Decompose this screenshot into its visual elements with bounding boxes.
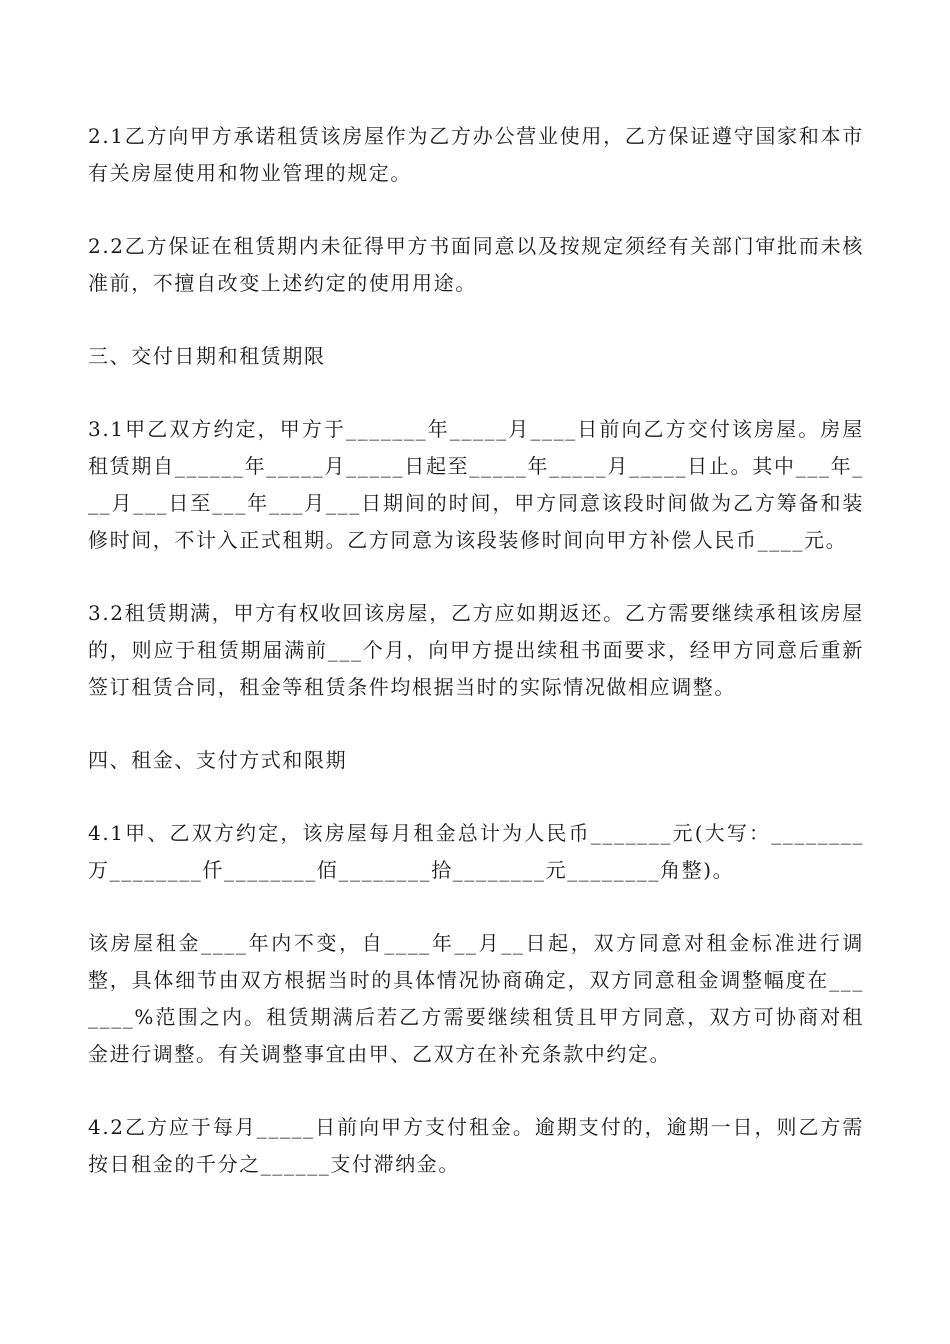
section-heading-4: 四、租金、支付方式和限期 [88,748,348,772]
spacer [88,192,864,228]
clause-2-1: 2.1乙方向甲方承诺租赁该房屋作为乙方办公营业使用，乙方保证遵守国家和本市有关房屋使用和物业管理的规定。 [88,124,864,185]
clause-4-2: 4.2乙方应于每月_____日前向甲方支付租金。逾期支付的，逾期一日，则乙方需按日租金的千分之______支付滞纳金。 [88,1115,864,1176]
clause-3-2: 3.2租赁期满，甲方有权收回该房屋，乙方应如期返还。乙方需要继续承租该房屋的，则应于租赁期届满前___个月，向甲方提出续租书面要求，经甲方同意后重新签订租赁合同，租金等租赁条件均根据当时的实际情况做相应调整。 [88,601,864,699]
spacer [88,706,864,742]
spacer [88,302,864,338]
spacer [88,889,864,925]
clause-3-1: 3.1甲乙双方约定，甲方于_______年_____月____日前向乙方交付该房屋。房屋租赁期自______年_____月_____日起至_____年_____月_____日止。其中___年___月___日至___年___月___日期间的时间，甲方同意该段时间做为乙方筹备和装修时间，不计入正式租期。乙方同意为该段装修时间向甲方补偿人民币____元。 [88,417,864,552]
section-heading-3: 三、交付日期和租赁期限 [88,344,326,368]
clause-2-2: 2.2乙方保证在租赁期内未征得甲方书面同意以及按规定须经有关部门审批而未核准前，不擅自改变上述约定的使用用途。 [88,234,864,295]
spacer [88,375,864,411]
document-page [88,118,864,1183]
clause-4-1: 4.1甲、乙双方约定，该房屋每月租金总计为人民币_______元(大写：________万________仟________佰________拾________元________角整)。 [88,821,864,882]
clause-4-1-adjustment: 该房屋租金____年内不变，自____年__月__日起，双方同意对租金标准进行调整，具体细节由双方根据当时的具体情况协商确定，双方同意租金调整幅度在_______%范围之内。租赁期满后若乙方需要继续租赁且甲方同意，双方可协商对租金进行调整。有关调整事宜由甲、乙双方在补充条款中约定。 [88,931,864,1066]
spacer [88,559,864,595]
spacer [88,1073,864,1109]
spacer [88,779,864,815]
